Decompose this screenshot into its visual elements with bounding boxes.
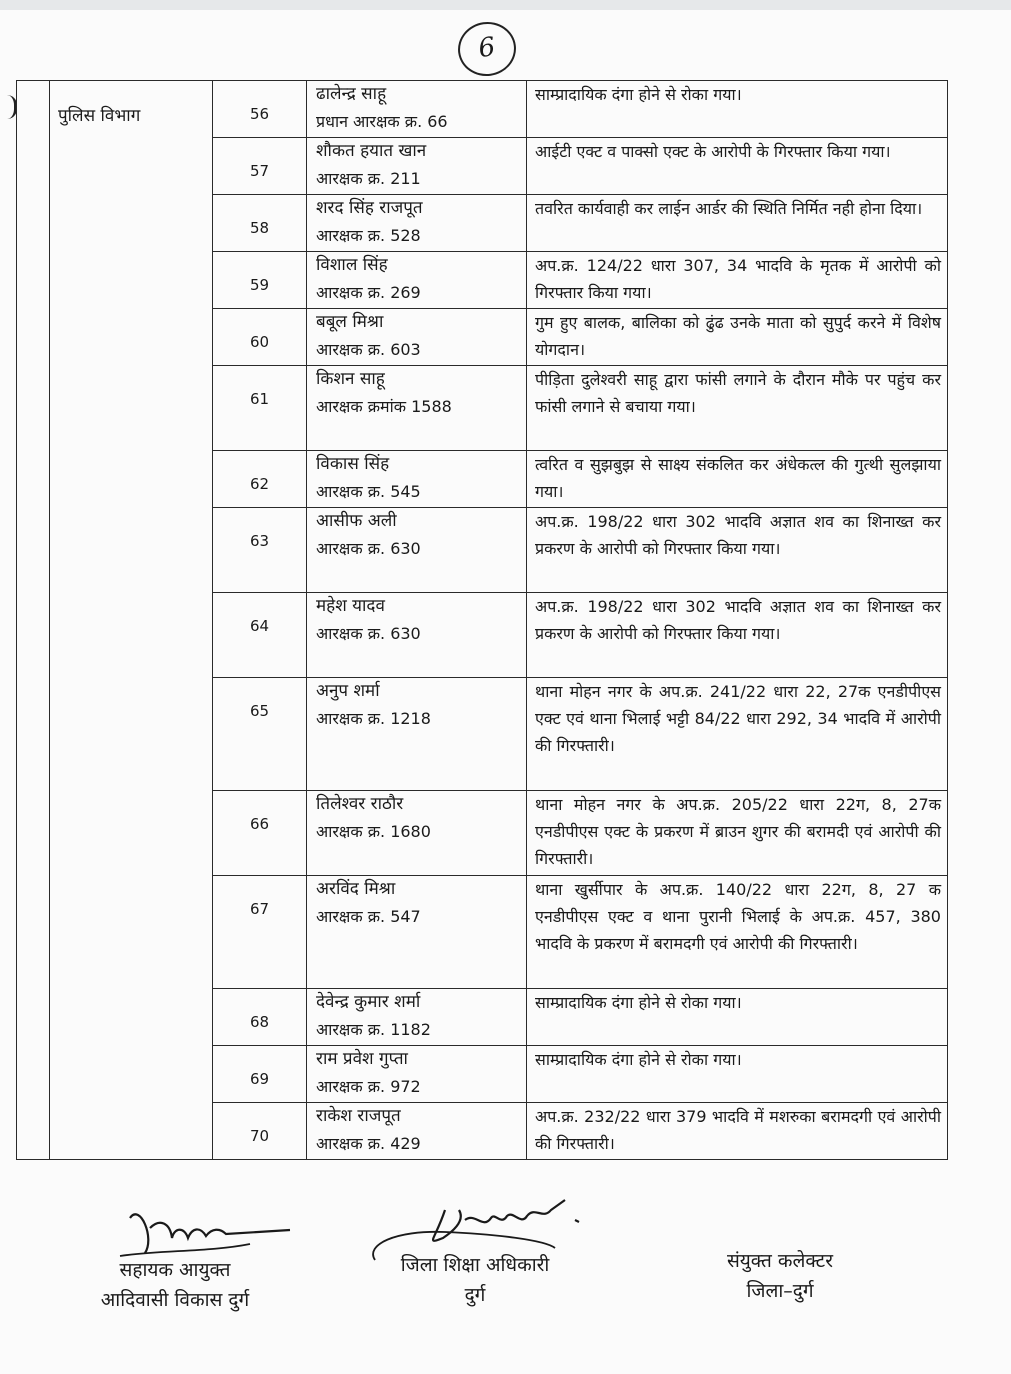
person-rank: आरक्षक क्र. 972 <box>316 1077 421 1096</box>
description-cell: त्वरित व सुझबुझ से साक्ष्य संकलित कर अंधेकत्ल की गुत्थी सुलझाया गया। <box>527 451 948 508</box>
serial-number-cell: 58 <box>213 195 307 252</box>
name-cell <box>307 876 527 989</box>
signature-right <box>680 1246 880 1306</box>
name-cell <box>307 366 527 451</box>
person-rank: आरक्षक क्र. 603 <box>316 340 421 359</box>
person-name: बबूल मिश्रा <box>316 312 384 332</box>
description-cell: गुम हुए बालक, बालिका को ढुंढ उनके माता को सुपुर्द करने में विशेष योगदान। <box>527 309 948 366</box>
person-name: शौकत हयात खान <box>316 141 427 161</box>
description-cell: अप.क्र. 198/22 धारा 302 भादवि अज्ञात शव का शिनाख्त कर प्रकरण के आरोपी को गिरफ्तार किया गया। <box>527 593 948 678</box>
edge-mark <box>0 95 17 119</box>
description-cell: अप.क्र. 232/22 धारा 379 भादवि में मशरुका बरामदगी एवं आरोपी की गिरफ्तारी। <box>527 1103 948 1160</box>
person-rank: आरक्षक क्र. 429 <box>316 1134 421 1153</box>
signature-left-title: सहायक आयुक्त <box>119 1259 231 1281</box>
signature-middle <box>365 1250 585 1310</box>
person-rank: आरक्षक क्रमांक 1588 <box>316 397 452 416</box>
name-cell <box>307 593 527 678</box>
person-name: देवेन्द्र कुमार शर्मा <box>316 992 421 1012</box>
person-rank: आरक्षक क्र. 630 <box>316 624 421 643</box>
person-name: किशन साहू <box>316 369 385 389</box>
person-rank: आरक्षक क्र. 630 <box>316 539 421 558</box>
person-rank: आरक्षक क्र. 211 <box>316 169 421 188</box>
name-cell <box>307 678 527 791</box>
serial-number-cell: 62 <box>213 451 307 508</box>
person-rank: आरक्षक क्र. 269 <box>316 283 421 302</box>
serial-number-cell: 70 <box>213 1103 307 1160</box>
name-cell <box>307 1046 527 1103</box>
department-cell: पुलिस विभाग <box>50 81 213 1160</box>
top-strip <box>0 0 1011 10</box>
serial-number-cell: 67 <box>213 876 307 989</box>
description-cell: साम्प्रादायिक दंगा होने से रोका गया। <box>527 81 948 138</box>
person-rank: आरक्षक क्र. 1218 <box>316 709 431 728</box>
signature-left <box>60 1255 290 1315</box>
name-cell <box>307 81 527 138</box>
person-name: शरद सिंह राजपूत <box>316 198 423 218</box>
name-cell <box>307 989 527 1046</box>
name-cell <box>307 195 527 252</box>
person-name: ढालेन्द्र साहू <box>316 84 387 104</box>
person-name: राम प्रवेश गुप्ता <box>316 1049 408 1069</box>
description-cell: थाना खुर्सीपार के अप.क्र. 140/22 धारा 22ग, 8, 27 क एनडीपीएस एक्ट व थाना पुरानी भिलाई के अप.क्र. 457, 380 भादवि के प्रकरण में बरामदगी एवं आरोपी की गिरफ्तारी। <box>527 876 948 989</box>
person-name: आसीफ अली <box>316 511 397 531</box>
name-cell <box>307 508 527 593</box>
person-name: तिलेश्वर राठौर <box>316 794 404 814</box>
person-name: अनुप शर्मा <box>316 681 380 701</box>
signature-left-office: आदिवासी विकास दुर्ग <box>100 1289 250 1311</box>
blank-column-cell <box>17 81 50 1160</box>
name-cell <box>307 791 527 876</box>
description-cell: तवरित कार्यवाही कर लाईन आर्डर की स्थिति निर्मित नही होना दिया। <box>527 195 948 252</box>
signature-right-office: जिला–दुर्ग <box>746 1280 814 1302</box>
serial-number-cell: 60 <box>213 309 307 366</box>
serial-number-cell: 68 <box>213 989 307 1046</box>
name-cell <box>307 1103 527 1160</box>
person-rank: प्रधान आरक्षक क्र. 66 <box>316 112 448 131</box>
person-name: अरविंद मिश्रा <box>316 879 396 899</box>
serial-number-cell: 65 <box>213 678 307 791</box>
description-cell: साम्प्रादायिक दंगा होने से रोका गया। <box>527 989 948 1046</box>
signature-middle-office: दुर्ग <box>464 1284 486 1306</box>
person-rank: आरक्षक क्र. 1182 <box>316 1020 431 1039</box>
serial-number-cell: 69 <box>213 1046 307 1103</box>
person-name: महेश यादव <box>316 596 385 616</box>
serial-number-cell: 57 <box>213 138 307 195</box>
description-cell: अप.क्र. 198/22 धारा 302 भादवि अज्ञात शव का शिनाख्त कर प्रकरण के आरोपी को गिरफ्तार किया गया। <box>527 508 948 593</box>
description-cell: थाना मोहन नगर के अप.क्र. 205/22 धारा 22ग, 8, 27क एनडीपीएस एक्ट के प्रकरण में ब्राउन शुगर की बरामदी एवं आरोपी की गिरफ्तारी। <box>527 791 948 876</box>
name-cell <box>307 451 527 508</box>
person-rank: आरक्षक क्र. 528 <box>316 226 421 245</box>
description-cell: आईटी एक्ट व पाक्सो एक्ट के आरोपी के गिरफ्तार किया गया। <box>527 138 948 195</box>
name-cell <box>307 309 527 366</box>
person-rank: आरक्षक क्र. 1680 <box>316 822 431 841</box>
person-name: विकास सिंह <box>316 454 390 474</box>
description-cell: थाना मोहन नगर के अप.क्र. 241/22 धारा 22, 27क एनडीपीएस एक्ट एवं थाना भिलाई भट्टी 84/22 धारा 292, 34 भादवि में आरोपी की गिरफ्तारी। <box>527 678 948 791</box>
person-name: राकेश राजपूत <box>316 1106 401 1126</box>
person-name: विशाल सिंह <box>316 255 388 275</box>
serial-number-cell: 56 <box>213 81 307 138</box>
signature-right-title: संयुक्त कलेक्टर <box>726 1250 834 1272</box>
serial-number-cell: 66 <box>213 791 307 876</box>
description-cell: अप.क्र. 124/22 धारा 307, 34 भादवि के मृतक में आरोपी को गिरफ्तार किया गया। <box>527 252 948 309</box>
person-rank: आरक्षक क्र. 545 <box>316 482 421 501</box>
page-number: 6 <box>455 18 520 80</box>
signature-middle-title: जिला शिक्षा अधिकारी <box>400 1254 550 1276</box>
serial-number-cell: 63 <box>213 508 307 593</box>
name-cell <box>307 252 527 309</box>
description-cell: पीड़िता दुलेश्वरी साहू द्वारा फांसी लगाने के दौरान मौके पर पहुंच कर फांसी लगाने से बचाया गया। <box>527 366 948 451</box>
person-rank: आरक्षक क्र. 547 <box>316 907 421 926</box>
serial-number-cell: 59 <box>213 252 307 309</box>
table-row <box>17 81 948 138</box>
name-cell <box>307 138 527 195</box>
serial-number-cell: 64 <box>213 593 307 678</box>
awards-table <box>16 80 948 1160</box>
serial-number-cell: 61 <box>213 366 307 451</box>
description-cell: साम्प्रादायिक दंगा होने से रोका गया। <box>527 1046 948 1103</box>
table-body <box>17 81 948 1160</box>
